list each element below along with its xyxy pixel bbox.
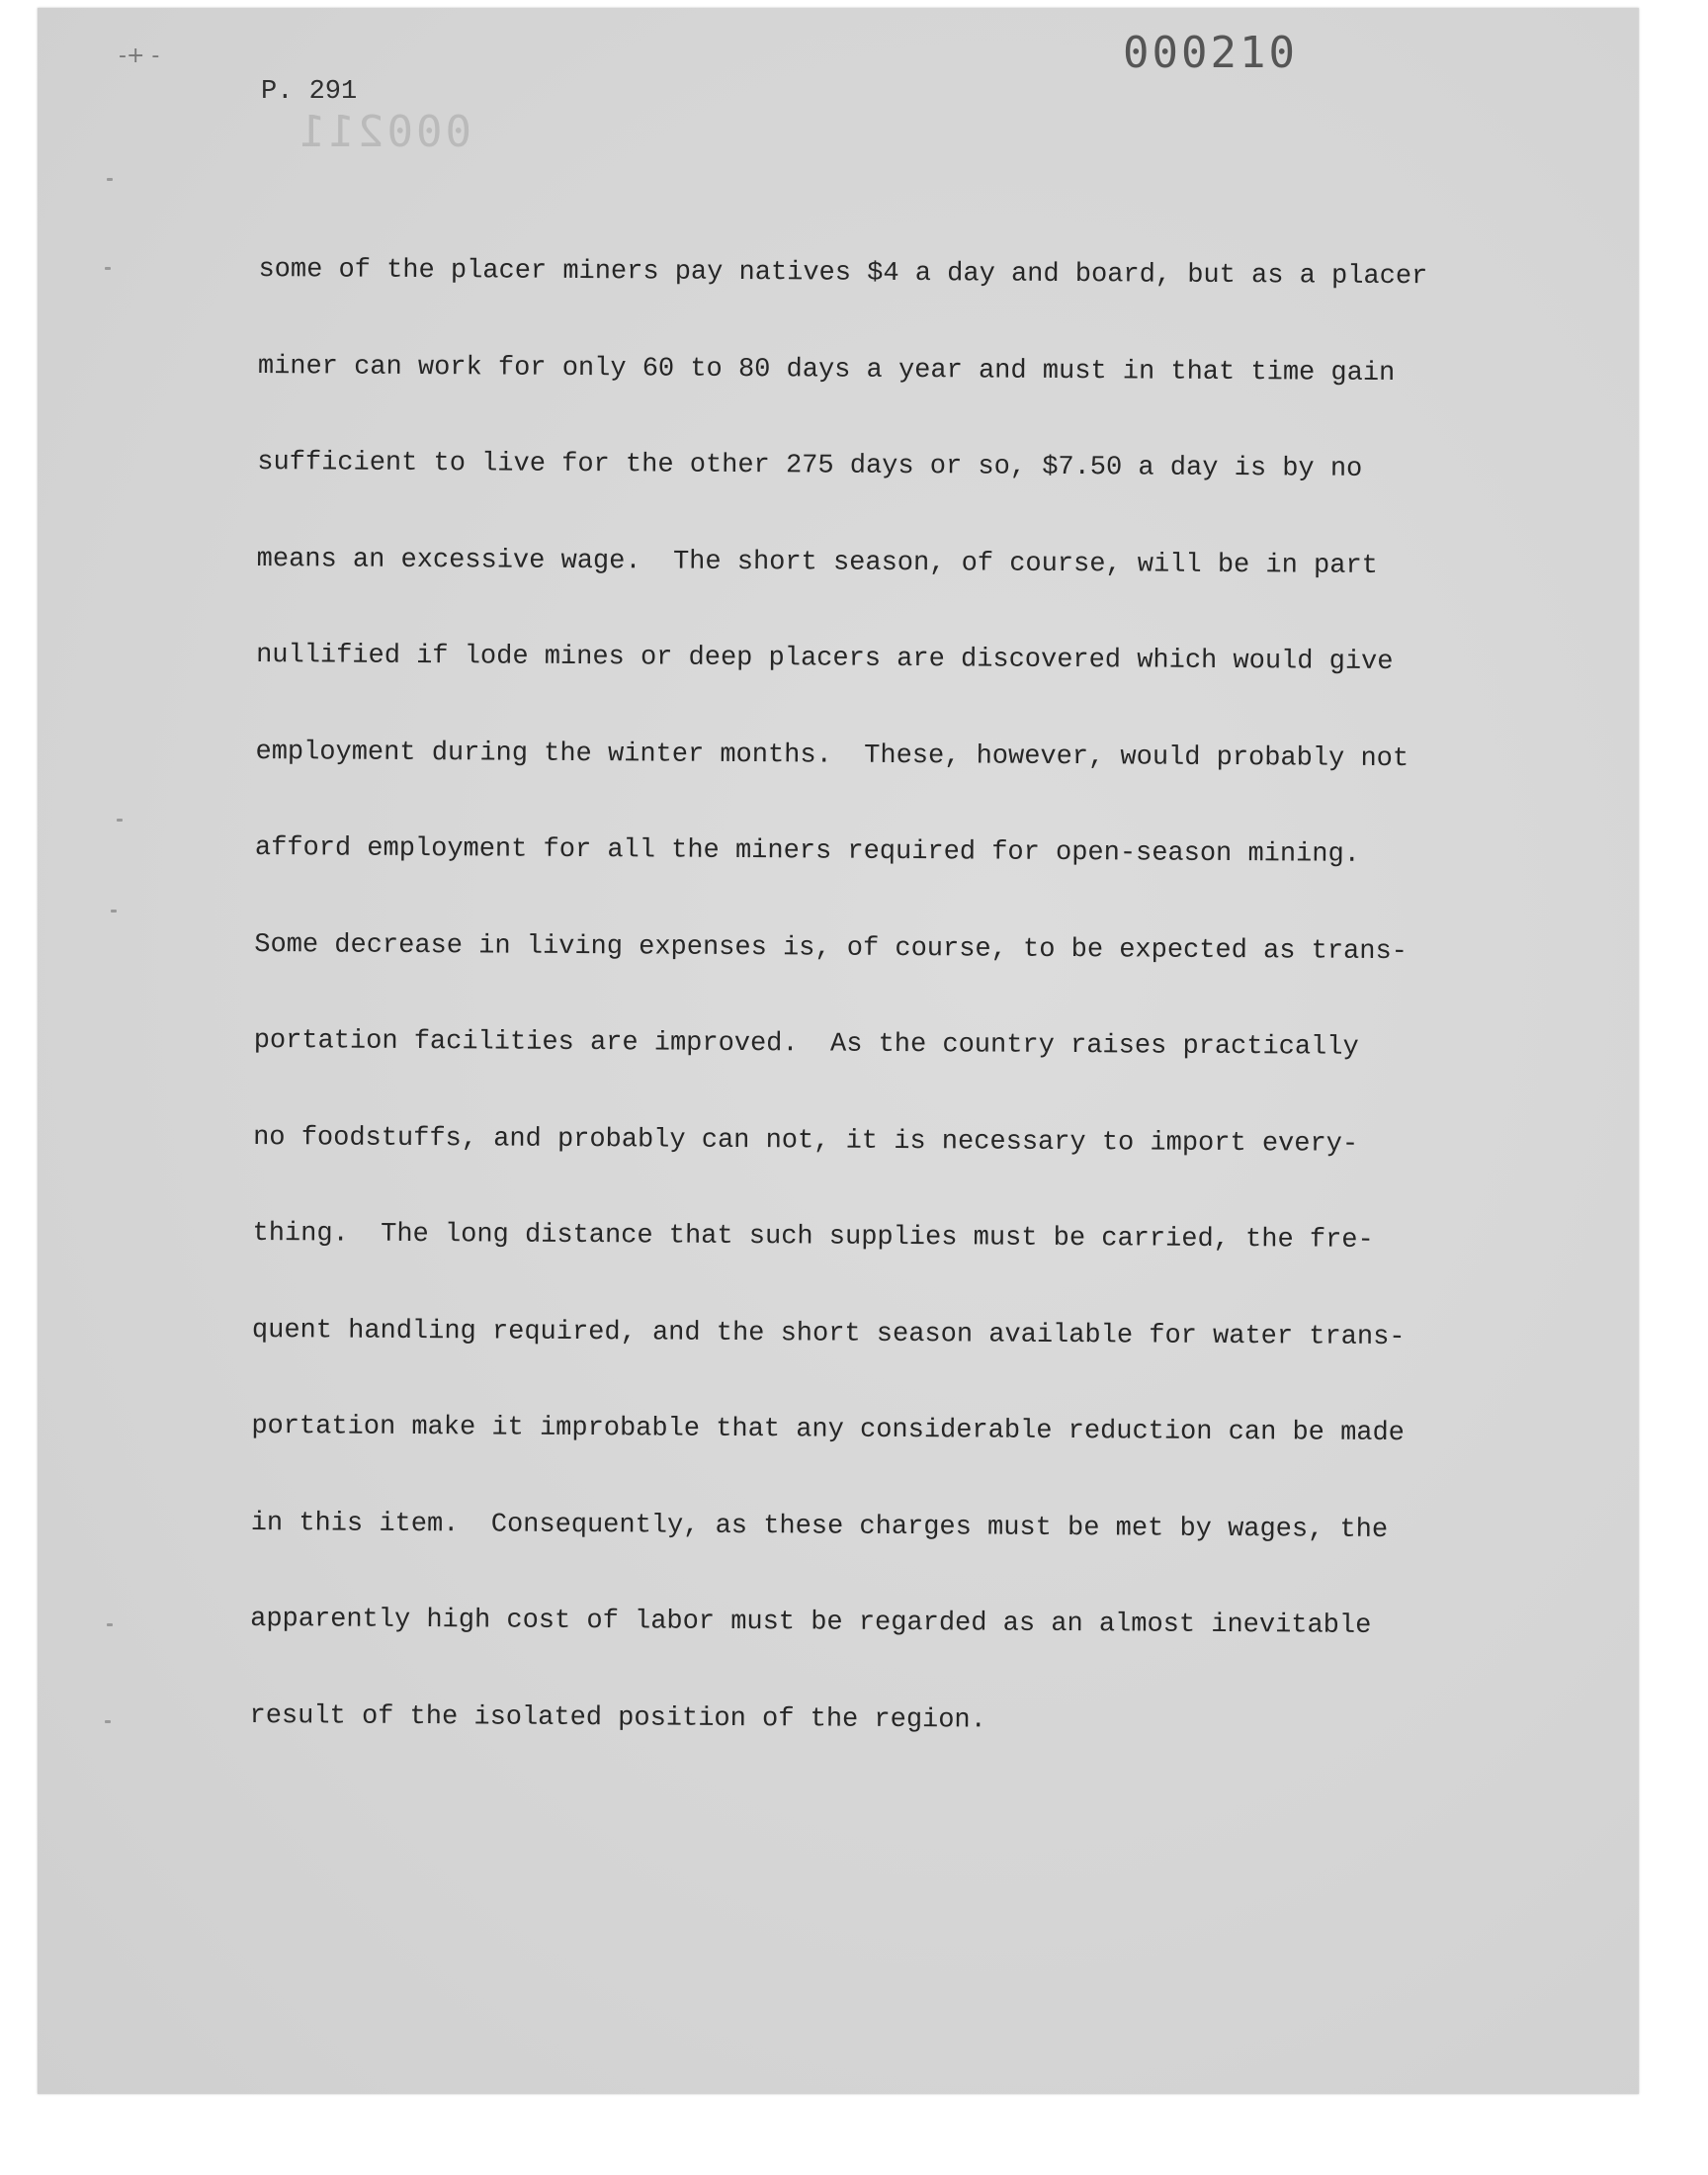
- paper-speck: [105, 267, 111, 270]
- corner-mark: -+ -: [119, 44, 160, 68]
- paper-speck: [117, 819, 123, 822]
- paper-speck: [107, 1623, 113, 1626]
- text-line: sufficient to live for the other 275 days or so, $7.50 a day is by no: [257, 447, 1363, 484]
- text-line: employment during the winter months. These, however, would probably not: [255, 737, 1409, 774]
- text-line: means an excessive wage. The short season, of course, will be in part: [256, 544, 1378, 581]
- ghost-stamp-number: 000211: [297, 107, 471, 157]
- text-line: thing. The long distance that such supplies must be carried, the fre-: [252, 1218, 1374, 1256]
- text-line: afford employment for all the miners required for open-season mining.: [254, 832, 1360, 870]
- text-line: miner can work for only 60 to 80 days a year and must in that time gain: [257, 351, 1396, 389]
- text-line: portation facilities are improved. As the country raises practically: [253, 1025, 1359, 1063]
- text-line: Some decrease in living expenses is, of course, to be expected as trans-: [254, 929, 1408, 967]
- text-line: quent handling required, and the short season available for water trans-: [251, 1315, 1406, 1352]
- text-line: apparently high cost of labor must be regarded as an almost inevitable: [250, 1604, 1372, 1641]
- document-stamp-number: 000210: [1123, 28, 1298, 78]
- page-reference: P. 291: [261, 77, 358, 107]
- text-line: in this item. Consequently, as these charges must be met by wages, the: [250, 1508, 1389, 1545]
- body-paragraph: [249, 190, 1544, 1804]
- text-line: portation make it improbable that any considerable reduction can be made: [251, 1411, 1406, 1449]
- text-line: no foodstuffs, and probably can not, it is necessary to import every-: [253, 1122, 1359, 1160]
- paper-speck: [111, 910, 117, 913]
- paper-speck: [107, 178, 113, 181]
- text-line: some of the placer miners pay natives $4 a day and board, but as a placer: [258, 254, 1428, 293]
- text-line: result of the isolated position of the region.: [249, 1700, 986, 1736]
- text-line: nullified if lode mines or deep placers are discovered which would give: [256, 640, 1394, 678]
- document-page: [38, 8, 1639, 2094]
- paper-speck: [105, 1720, 111, 1723]
